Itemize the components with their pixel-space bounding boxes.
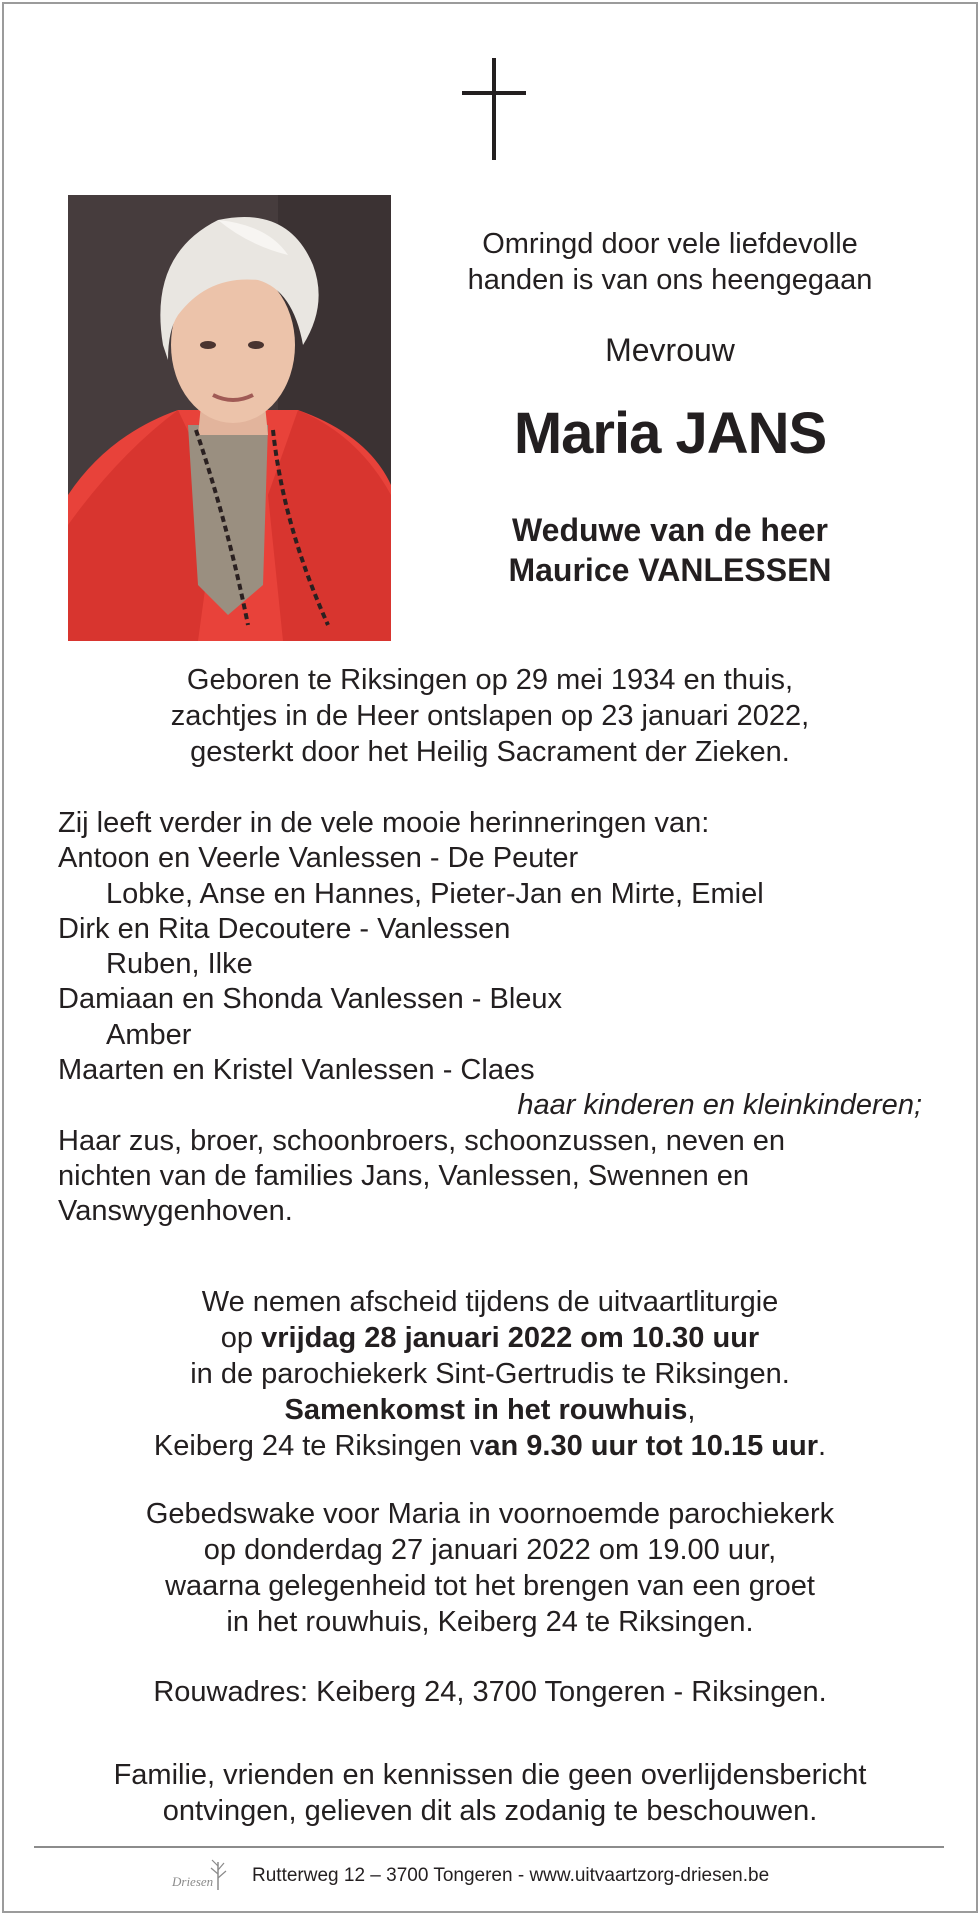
service-date: vrijdag 28 januari 2022 om 10.30 uur — [261, 1322, 760, 1354]
family-couple: Damiaan en Shonda Vanlessen - Bleux — [58, 983, 563, 1016]
honorific: Mevrouw — [605, 332, 735, 368]
cross-icon — [462, 58, 526, 160]
service-line: in de parochiekerk Sint-Gertrudis te Riksingen. — [190, 1358, 790, 1390]
family-grandchildren: Amber — [106, 1018, 192, 1051]
family-grandchildren: Ruben, Ilke — [106, 948, 253, 981]
notice-line: Familie, vrienden en kennissen die geen overlijdensbericht — [113, 1759, 867, 1791]
footer-divider — [34, 1846, 944, 1848]
intro-line: handen is van ons heengegaan — [467, 264, 873, 296]
prayer-vigil — [60, 1496, 920, 1640]
service-text: . — [818, 1430, 827, 1462]
footer — [170, 1854, 810, 1898]
service-text: , — [687, 1394, 696, 1426]
wake-line: waarna gelegenheid tot het brengen van een groet — [165, 1570, 815, 1602]
wake-line: op donderdag 27 januari 2022 om 19.00 uur, — [203, 1534, 777, 1566]
birth-line: zachtjes in de Heer ontslapen op 23 januari 2022, — [170, 700, 810, 732]
wake-line: Gebedswake voor Maria in voornoemde parochiekerk — [145, 1498, 835, 1530]
service-line — [60, 1320, 920, 1356]
family-intro: Zij leeft verder in de vele mooie herinneringen van: — [58, 807, 710, 839]
mourning-address: Rouwadres: Keiberg 24, 3700 Tongeren - Riksingen. — [153, 1676, 827, 1708]
deceased-name: Maria JANS — [513, 401, 827, 466]
birth-death-text — [60, 662, 920, 770]
birth-line: Geboren te Riksingen op 29 mei 1934 en thuis, — [186, 664, 794, 696]
service-line — [60, 1392, 920, 1428]
footer-contact: Rutterweg 12 – 3700 Tongeren - www.uitvaartzorg-driesen.be — [252, 1865, 770, 1886]
intro-line: Omringd door vele liefdevolle — [482, 228, 858, 260]
logo-text: Driesen — [172, 1874, 214, 1889]
family-couple: Maarten en Kristel Vanlessen - Claes — [58, 1054, 535, 1087]
gathering-time: an 9.30 uur tot 10.15 uur — [484, 1430, 819, 1462]
intro-text — [440, 226, 900, 298]
widow-of — [430, 510, 910, 590]
portrait-photo — [68, 195, 391, 641]
family-couple: Antoon en Veerle Vanlessen - De Peuter — [58, 842, 579, 875]
gathering-label: Samenkomst in het rouwhuis — [284, 1394, 688, 1426]
service-text: Keiberg 24 te Riksingen v — [153, 1430, 485, 1462]
widow-line: Weduwe van de heer — [512, 512, 828, 548]
funeral-service — [60, 1284, 920, 1464]
notice-text — [60, 1757, 920, 1829]
children-label: haar kinderen en kleinkinderen; — [517, 1089, 922, 1122]
extended-family-line: nichten van de families Jans, Vanlessen, Swennen en — [58, 1159, 750, 1192]
extended-family-line: Haar zus, broer, schoonbroers, schoonzussen, neven en — [58, 1124, 786, 1157]
service-line — [60, 1428, 920, 1464]
wake-line: in het rouwhuis, Keiberg 24 te Riksingen. — [226, 1606, 754, 1638]
widow-line: Maurice VANLESSEN — [508, 552, 832, 588]
family-grandchildren: Lobke, Anse en Hannes, Pieter-Jan en Mirte, Emiel — [106, 877, 764, 910]
service-text: op — [220, 1322, 262, 1354]
portrait-illustration — [68, 195, 391, 641]
service-line: We nemen afscheid tijdens de uitvaartliturgie — [201, 1286, 779, 1318]
extended-family-line: Vanswygenhoven. — [58, 1195, 293, 1228]
funeral-home-logo — [170, 1856, 240, 1896]
family-couple: Dirk en Rita Decoutere - Vanlessen — [58, 912, 511, 945]
notice-line: ontvingen, gelieven dit als zodanig te beschouwen. — [162, 1795, 818, 1827]
birth-line: gesterkt door het Heilig Sacrament der Zieken. — [190, 736, 790, 768]
family-list — [58, 806, 928, 1230]
